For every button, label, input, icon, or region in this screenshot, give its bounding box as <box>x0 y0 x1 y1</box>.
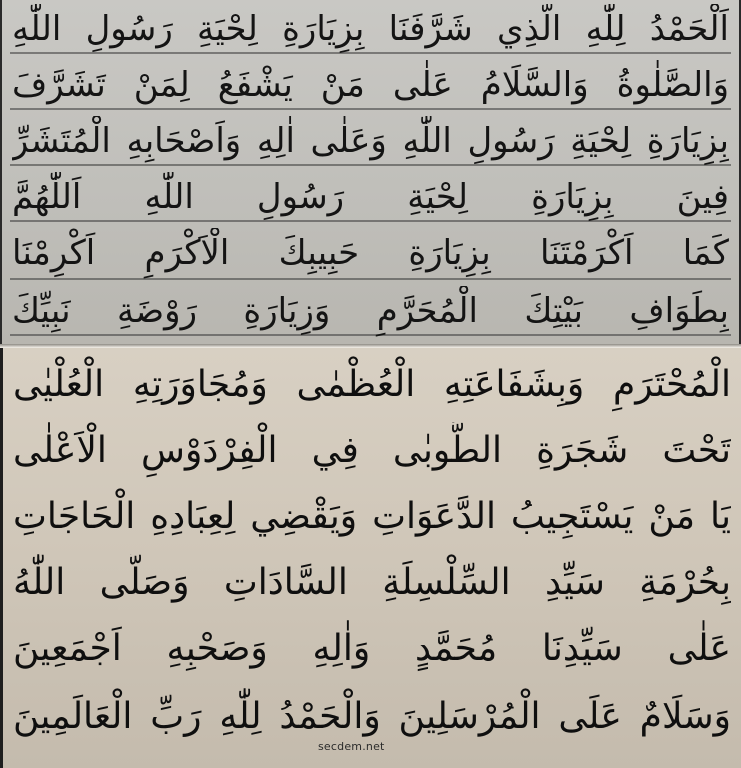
text-line: بِطَوَافِ بَيْتِكَ الْمُحَرَّمِ وَزِيَارَةِ رَوْضَةِ نَبِيِّكَ <box>12 291 729 331</box>
text-line: بِحُرْمَةِ سَيِّدِ السِّلْسِلَةِ السَّادَاتِ وَصَلَّى اللّٰهُ <box>13 562 731 603</box>
text-line: بِزِيَارَةِ لِحْيَةِ رَسُولِ اللّٰهِ وَعَلٰى اٰلِهِ وَاَصْحَابِهِ الْمُتَشَرِّ <box>12 121 729 161</box>
site-watermark: secdem.net <box>318 740 385 753</box>
text-line: تَحْتَ شَجَرَةِ الطُّوبٰى فِي الْفِرْدَوْسِ الْاَعْلٰى <box>13 430 731 471</box>
text-line: فِينَ بِزِيَارَةِ لِحْيَةِ رَسُولِ اللّٰهِ اَللّٰهُمَّ <box>12 177 729 217</box>
text-line: كَمَا اَكْرَمْتَنَا بِزِيَارَةِ حَبِيبِكَ الْاَكْرَمِ اَكْرِمْنَا <box>12 233 729 273</box>
text-line: الْمُحْتَرَمِ وَبِشَفَاعَتِهِ الْعُظْمٰى وَمُجَاوَرَتِهِ الْعُلْيٰى <box>13 364 731 405</box>
text-line: يَا مَنْ يَسْتَجِيبُ الدَّعَوَاتِ وَيَقْضِي لِعِبَادِهِ الْحَاجَاتِ <box>13 496 731 537</box>
text-line: وَسَلَامٌ عَلَى الْمُرْسَلِينَ وَالْحَمْدُ لِلّٰهِ رَبِّ الْعَالَمِينَ <box>13 696 731 737</box>
text-line: وَالصَّلٰوةُ وَالسَّلَامُ عَلٰى مَنْ يَشْفَعُ لِمَنْ تَشَرَّفَ <box>12 65 729 105</box>
top-text-block <box>0 0 741 346</box>
text-line: عَلٰى سَيِّدِنَا مُحَمَّدٍ وَاٰلِهِ وَصَحْبِهِ اَجْمَعِينَ <box>13 628 731 669</box>
bottom-text-block <box>0 348 741 768</box>
text-line: اَلْحَمْدُ لِلّٰهِ الَّذِي شَرَّفَنَا بِزِيَارَةِ لِحْيَةِ رَسُولِ اللّٰهِ <box>12 9 729 49</box>
